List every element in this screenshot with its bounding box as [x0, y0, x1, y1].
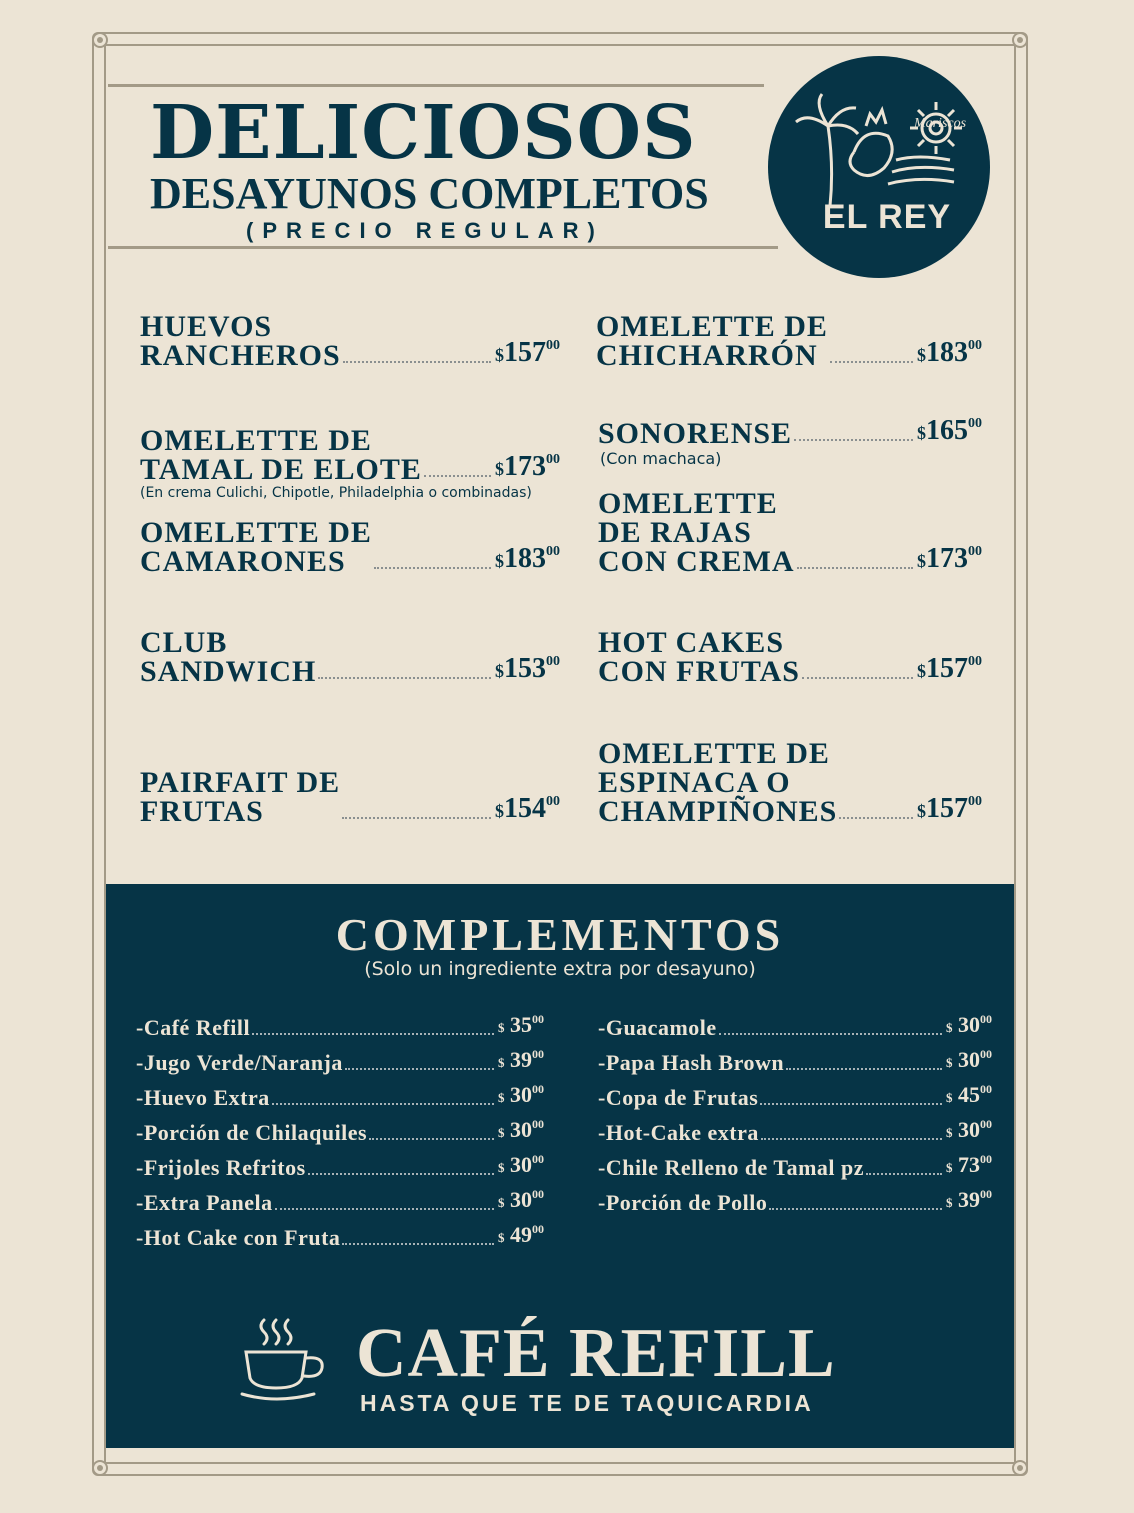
dot-leader — [839, 817, 913, 819]
page-title: DELICIOSOS — [150, 90, 697, 176]
header-rule-bottom — [108, 246, 778, 249]
dot-leader — [769, 1208, 942, 1210]
refill-title: CAFÉ REFILL — [356, 1315, 836, 1392]
item-price: $\$154^{00}$ — [495, 793, 560, 824]
dot-leader — [866, 1173, 942, 1175]
complement-price: $ $35^{00}$ — [498, 1012, 544, 1037]
complement-item — [598, 1111, 992, 1146]
price-note: (PRECIO REGULAR) — [246, 218, 604, 243]
item-price: $\$157^{00}$ — [495, 337, 560, 368]
item-name: PAIRFAIT DE FRUTAS — [140, 766, 341, 828]
menu-item — [598, 626, 982, 686]
complement-item — [136, 1006, 544, 1041]
complement-item — [136, 1181, 544, 1216]
complement-price: $ $30^{00}$ — [946, 1117, 992, 1142]
palm-shrimp-sun-logo-icon — [768, 56, 990, 278]
complement-name: -Papa Hash Brown — [598, 1050, 785, 1075]
complement-item — [598, 1076, 992, 1111]
complement-price: $ $39^{00}$ — [946, 1187, 992, 1212]
dot-leader — [308, 1173, 494, 1175]
complement-name: -Hot-Cake extra — [598, 1120, 759, 1145]
complementos-title: COMPLEMENTOS — [335, 909, 785, 960]
menu-item — [596, 310, 982, 370]
complement-price: $ $39^{00}$ — [498, 1047, 544, 1072]
complement-name: -Jugo Verde/Naranja — [136, 1050, 343, 1075]
complement-item — [598, 1006, 992, 1041]
dot-leader — [369, 1138, 494, 1140]
dot-leader — [343, 361, 491, 363]
item-name: OMELETTE DE CAMARONES — [140, 516, 372, 578]
item-note: (En crema Culichi, Chipotle, Philadelphia o combinadas) — [140, 485, 532, 501]
complementos-subtitle: (Solo un ingrediente extra por desayuno) — [364, 958, 756, 980]
dot-leader — [272, 1103, 494, 1105]
dot-leader — [830, 361, 913, 363]
dot-leader — [374, 567, 491, 569]
menu-item — [140, 516, 560, 576]
complement-price: $ $45^{00}$ — [946, 1082, 992, 1107]
dot-leader — [342, 817, 491, 819]
complement-price: $ $30^{00}$ — [946, 1012, 992, 1037]
item-name: OMELETTE DE CHICHARRÓN — [596, 310, 828, 372]
corner-ornament — [1012, 32, 1028, 48]
item-price: $\$153^{00}$ — [495, 653, 560, 684]
menu-item — [140, 424, 560, 484]
menu-item — [598, 415, 982, 450]
dot-leader — [345, 1068, 494, 1070]
complement-name: -Copa de Frutas — [598, 1085, 759, 1110]
dot-leader — [275, 1208, 494, 1210]
complement-price: $ $73^{00}$ — [946, 1152, 992, 1177]
complement-price: $ $30^{00}$ — [498, 1117, 544, 1142]
item-name: HOT CAKES CON FRUTAS — [598, 626, 800, 688]
corner-ornament — [92, 1460, 108, 1476]
complement-item — [598, 1041, 992, 1076]
item-name: CLUB SANDWICH — [140, 626, 317, 688]
corner-ornament — [92, 32, 108, 48]
item-name: SONORENSE — [598, 417, 793, 450]
complement-item — [136, 1111, 544, 1146]
complement-name: -Hot Cake con Fruta — [136, 1225, 341, 1250]
dot-leader — [761, 1138, 942, 1140]
item-price: $\$183^{00}$ — [495, 543, 560, 574]
complement-name: -Porción de Chilaquiles — [136, 1120, 368, 1145]
dot-leader — [342, 1243, 494, 1245]
dot-leader — [760, 1103, 942, 1105]
complement-item — [598, 1146, 992, 1181]
coffee-cup-icon — [240, 1318, 332, 1402]
dot-leader — [424, 475, 491, 477]
complement-item — [136, 1076, 544, 1111]
brand-logo — [768, 56, 990, 278]
complement-name: -Chile Relleno de Tamal pz — [598, 1155, 865, 1180]
complement-item — [136, 1146, 544, 1181]
complement-name: -Huevo Extra — [136, 1085, 270, 1110]
logo-top-text: Mariscos — [913, 116, 967, 131]
refill-subtitle: HASTA QUE TE DE TAQUICARDIA — [360, 1390, 814, 1416]
dot-leader — [802, 677, 913, 679]
complement-price: $ $30^{00}$ — [498, 1152, 544, 1177]
dot-leader — [794, 439, 913, 441]
item-price: $\$165^{00}$ — [917, 415, 982, 446]
dot-leader — [786, 1068, 942, 1070]
item-price: $\$173^{00}$ — [917, 543, 982, 574]
complement-name: -Café Refill — [136, 1015, 251, 1040]
header-rule-top — [108, 84, 764, 87]
page-subtitle: DESAYUNOS COMPLETOS — [150, 169, 709, 218]
complement-name: -Guacamole — [598, 1015, 717, 1040]
item-note: (Con machaca) — [600, 449, 722, 468]
menu-item — [140, 766, 560, 826]
menu-item — [598, 486, 982, 576]
item-name: HUEVOS RANCHEROS — [140, 310, 341, 372]
complement-name: -Frijoles Refritos — [136, 1155, 306, 1180]
menu-item — [598, 736, 982, 826]
complement-name: -Porción de Pollo — [598, 1190, 768, 1215]
dot-leader — [719, 1033, 942, 1035]
complement-item — [136, 1041, 544, 1076]
logo-brand: EL REY — [822, 198, 952, 236]
item-price: $\$157^{00}$ — [917, 793, 982, 824]
complement-name: -Extra Panela — [136, 1190, 273, 1215]
dot-leader — [252, 1033, 494, 1035]
menu-item — [140, 310, 560, 370]
menu-item — [140, 626, 560, 686]
dot-leader — [797, 567, 914, 569]
complement-item — [136, 1216, 544, 1251]
corner-ornament — [1012, 1460, 1028, 1476]
complement-price: $ $49^{00}$ — [498, 1222, 544, 1247]
item-price: $\$157^{00}$ — [917, 653, 982, 684]
dot-leader — [318, 677, 491, 679]
complement-price: $ $30^{00}$ — [498, 1187, 544, 1212]
item-name: OMELETTE DE ESPINACA O CHAMPIÑONES — [598, 737, 838, 828]
complement-item — [598, 1181, 992, 1216]
complement-price: $ $30^{00}$ — [498, 1082, 544, 1107]
item-name: OMELETTE DE TAMAL DE ELOTE — [140, 424, 422, 486]
item-name: OMELETTE DE RAJAS CON CREMA — [598, 487, 795, 578]
complement-price: $ $30^{00}$ — [946, 1047, 992, 1072]
item-price: $\$173^{00}$ — [495, 451, 560, 482]
item-price: $\$183^{00}$ — [917, 337, 982, 368]
